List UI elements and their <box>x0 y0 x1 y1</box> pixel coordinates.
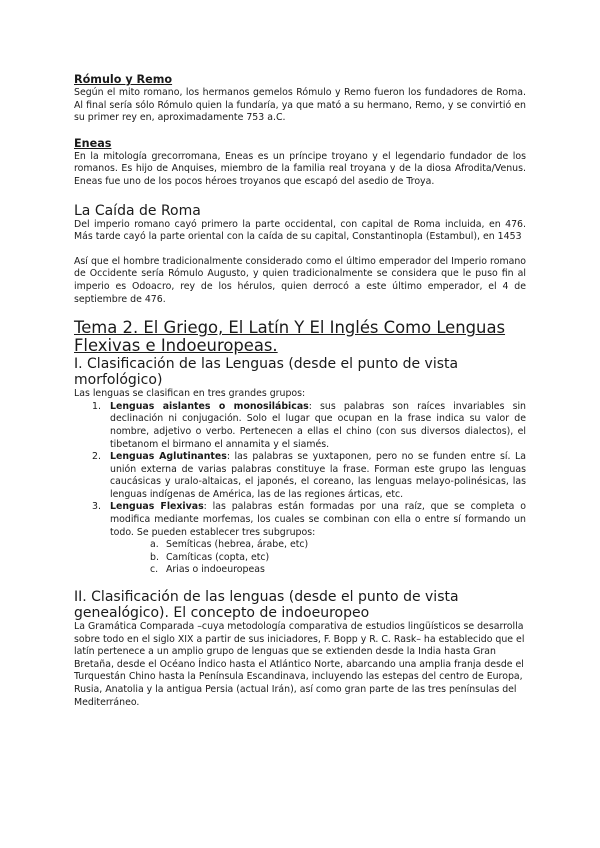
list-term: Lenguas Aglutinantes <box>110 451 227 463</box>
paragraph-eneas: En la mitología grecorromana, Eneas es un príncipe troyano y el legendario fundador de los romanos. Es hijo de Anquises, miembro de la familia real troyana y de la diosa Afrodita/Venus. Eneas fue uno de los pocos héroes troyanos que escapó del asedio de Troya. <box>74 150 526 187</box>
section-romulo <box>74 73 526 125</box>
section-title-eneas: Eneas <box>74 136 112 150</box>
top-margin <box>74 0 526 73</box>
sublist-text: Semíticas (hebrea, árabe, etc) <box>166 539 309 551</box>
list-text: : las palabras están formadas por una raíz, que se completa o modifica mediante morfemas, los cuales se combinan con ella o entre sí formando un todo. Se pueden establecer tres subgrupos: <box>110 501 526 538</box>
paragraph-caida-1: Del imperio romano cayó primero la parte occidental, con capital de Roma incluida, en 476. Más tarde cayó la parte oriental con la caída de su capital, Constantinopla (Estambul), en 1453 <box>74 218 526 243</box>
paragraph-romulo: Según el mito romano, los hermanos gemelos Rómulo y Remo fueron los fundadores de Roma. Al final sería sólo Rómulo quien la fundaría, ya que mató a su hermano, Remo, y se convirtió en su primer rey en, aproximadamente 753 a.C. <box>74 87 526 124</box>
list-item <box>92 451 526 501</box>
section-tema2 <box>74 319 526 355</box>
sublist-text: Camíticas (copta, etc) <box>166 551 270 563</box>
sublist-item <box>150 539 526 552</box>
language-groups-list <box>74 401 526 577</box>
section-title-romulo: Rómulo y Remo <box>74 73 173 86</box>
list-number: 3. <box>92 501 101 513</box>
flexive-subgroups-list <box>110 539 526 577</box>
section-title-clasificacion-1: I. Clasificación de las Lenguas (desde el punto de vista morfológico) <box>74 356 459 388</box>
section-clasificacion-morfologica <box>74 357 526 577</box>
paragraph-caida-2: Así que el hombre tradicionalmente considerado como el último emperador del Imperio romano de Occidente sería Rómulo Augusto, y quien tradicionalmente se considera que le puso fin al imperio es Odoacro, rey de los hérulos, quien derrocó a este último emperador, el 4 de septiembre de 476. <box>74 255 526 305</box>
list-text: : sus palabras son raíces invariables sin declinación ni conjugación. Solo el lugar que ocupan en la frase indica su valor de nombre, adjetivo o verbo. Pertenecen a ellas el chino (con sus diversos dialectos), el tibetanom el birmano el annamita y el siamés. <box>110 400 526 450</box>
sublist-letter: c. <box>150 564 159 576</box>
list-number: 1. <box>92 400 101 412</box>
section-title-caida: La Caída de Roma <box>74 202 201 219</box>
list-item <box>92 501 526 577</box>
list-term: Lenguas aislantes o monosilábicas <box>110 400 309 412</box>
section-eneas <box>74 137 526 189</box>
sublist-letter: b. <box>150 551 159 563</box>
list-item <box>92 401 526 451</box>
list-text: : las palabras se yuxtaponen, pero no se funden entre sí. La unión externa de varias palabras constituye la frase. Forman este grupo las lenguas caucásicas y uralo-altaicas, el japonés, el coreano, las lenguas melayo-polinésicas, las lenguas indígenas de América, las de las regiones árticas, etc. <box>110 451 526 500</box>
sublist-text: Arias o indoeuropeas <box>166 564 265 576</box>
list-term: Lenguas Flexivas <box>110 501 204 513</box>
paragraph-clasificacion-intro: Las lenguas se clasifican en tres grandes grupos: <box>74 388 306 400</box>
sublist-item <box>150 552 526 565</box>
paragraph-indoeuropeo: La Gramática Comparada –cuya metodología comparativa de estudios lingüísticos se desarrolla sobre todo en el siglo XIX a partir de sus iniciadores, F. Bopp y R. C. Rask– ha establecido que el latín pertenece a un amplio grupo de lenguas que se extienden desde la India hasta Gran Bretaña, desde el Océano Índico hasta el Atlántico Norte, abarcando una amplia franja desde el Turquestán Chino hasta la Península Escandinava, incluyendo las estepas del centro de Europa, Rusia, Anatolia y la antigua Persia (actual Irán), así como gran parte de las tres penínsulas del Mediterráneo. <box>74 621 525 708</box>
list-number: 2. <box>92 451 101 463</box>
chapter-title-tema2: Tema 2. El Griego, El Latín Y El Inglés Como Lenguas Flexivas e Indoeuropeas. <box>74 318 506 356</box>
section-clasificacion-genealogica <box>74 590 526 709</box>
sublist-letter: a. <box>150 539 159 551</box>
sublist-item <box>150 564 526 577</box>
section-caida <box>74 203 526 307</box>
section-title-clasificacion-2: II. Clasificación de las lenguas (desde el punto de vista genealógico). El concepto de indoeuropeo <box>74 589 459 621</box>
